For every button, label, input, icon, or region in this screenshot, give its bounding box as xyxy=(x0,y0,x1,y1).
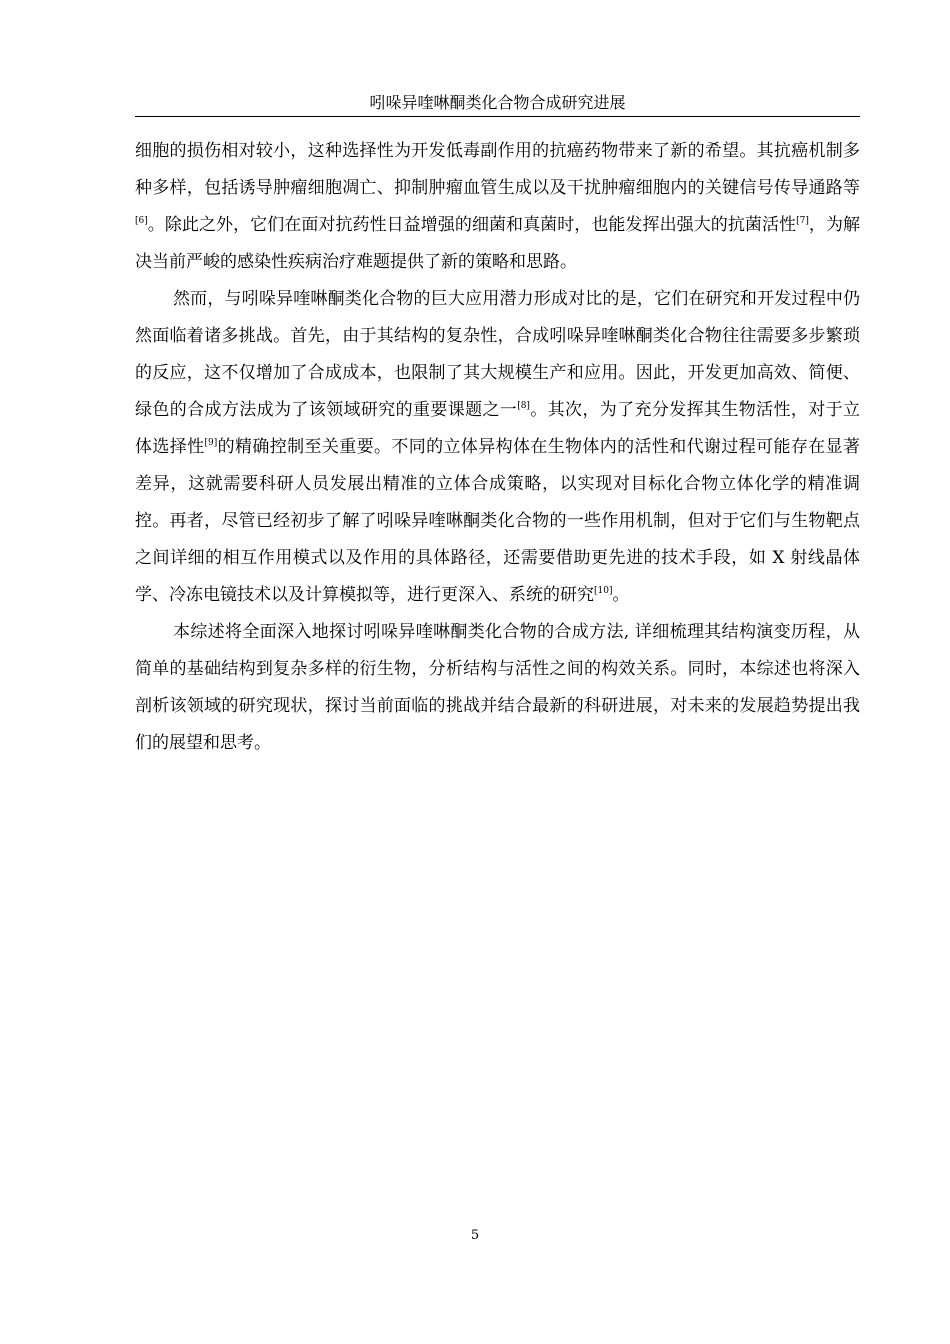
paragraph-1-text-3: ，为解决当前严峻的感染性疾病治疗难题提供了新的策略和思路。 xyxy=(135,215,861,272)
paragraph-1-text-2: 。除此之外，它们在面对抗药性日益增强的细菌和真菌时，也能发挥出强大的抗菌活性 xyxy=(147,215,797,235)
paragraph-2-text-4: 。 xyxy=(612,585,630,605)
citation-8: [8] xyxy=(517,401,530,411)
paragraph-1 xyxy=(135,133,860,281)
paragraph-2 xyxy=(135,281,860,614)
running-header xyxy=(135,90,860,117)
citation-6: [6] xyxy=(135,216,148,226)
paragraph-2-text-3: 的精确控制至关重要。不同的立体异构体在生物体内的活性和代谢过程可能存在显著差异，这就需要科研人员发展出精准的立体合成策略，以实现对目标化合物立体化学的精准调控。再者，尽管已经初步了解了吲哚异喹啉酮类化合物的一些作用机制，但对于它们与生物靶点之间详细的相互作用模式以及作用的具体路径，还需要借助更先进的技术手段，如 X 射线晶体学、冷冻电镜技术以及计算模拟等，进行更深入、系统的研究 xyxy=(135,437,861,605)
paragraph-2-text-1: 然而，与吲哚异喹啉酮类化合物的巨大应用潜力形成对比的是，它们在研究和开发过程中仍然面临着诸多挑战。首先，由于其结构的复杂性，合成吲哚异喹啉酮类化合物往往需要多步繁琐的反应，这不仅增加了合成成本，也限制了其大规模生产和应用。因此，开发更加高效、简便、绿色的合成方法成为了该领域研究的重要课题之一 xyxy=(135,289,860,420)
paragraph-3 xyxy=(135,614,860,762)
citation-7: [7] xyxy=(796,216,809,226)
citation-10: [10] xyxy=(594,586,613,596)
paragraph-2-text-2: 。其次，为了充分发挥其生物活性，对于立体选择性 xyxy=(135,400,861,457)
paragraph-1-text-1: 细胞的损伤相对较小，这种选择性为开发低毒副作用的抗癌药物带来了新的希望。其抗癌机制多种多样，包括诱导肿瘤细胞凋亡、抑制肿瘤血管生成以及干扰肿瘤细胞内的关键信号传导通路等 xyxy=(135,141,860,198)
page-number: 5 xyxy=(470,1228,480,1243)
paragraph-3-text-1: 本综述将全面深入地探讨吲哚异喹啉酮类化合物的合成方法, 详细梳理其结构演变历程，从简单的基础结构到复杂多样的衍生物，分析结构与活性之间的构效关系。同时，本综述也将深入剖析该领域的研究现状，探讨当前面临的挑战并结合最新的科研进展，对未来的发展趋势提出我们的展望和思考。 xyxy=(135,622,860,753)
citation-9: [9] xyxy=(204,438,218,448)
header-title: 吲哚异喹啉酮类化合物合成研究进展 xyxy=(369,93,626,112)
body-text xyxy=(135,133,860,762)
